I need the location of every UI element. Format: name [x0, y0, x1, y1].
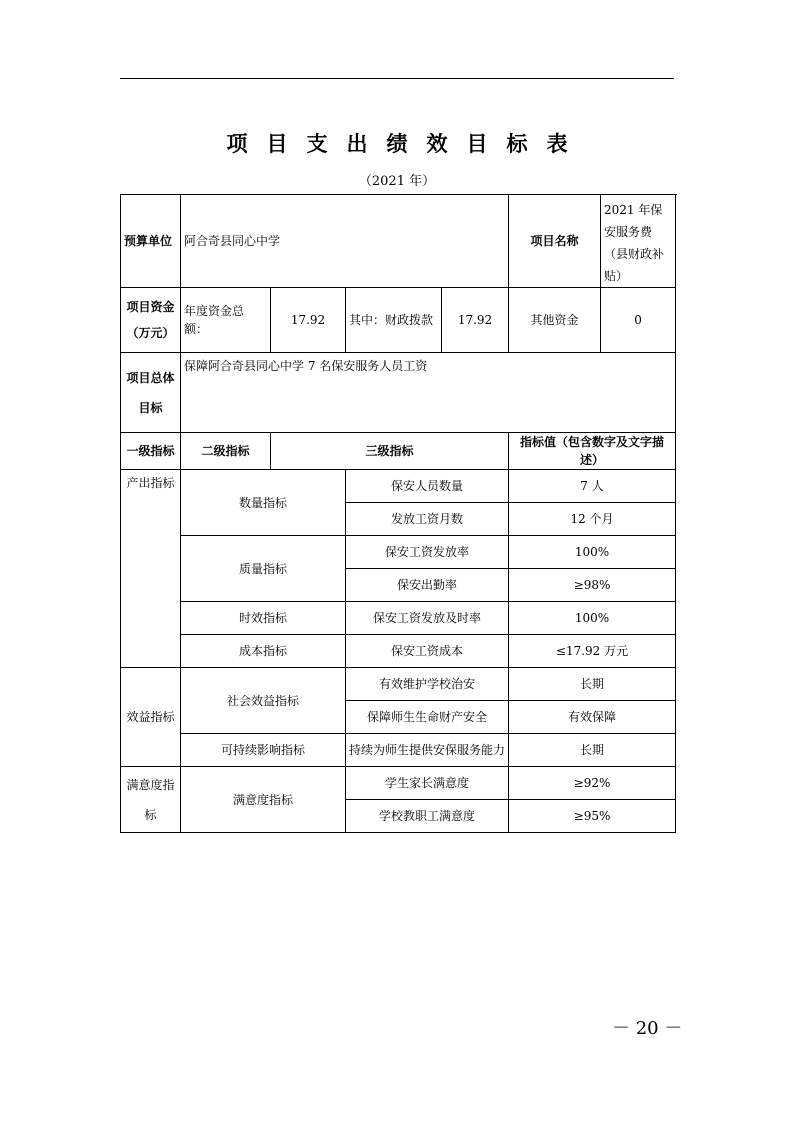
column-level3: 三级指标 [271, 433, 509, 470]
page-title: 项目支出绩效目标表 [226, 132, 587, 156]
indicator-value: 长期 [509, 668, 676, 701]
performance-table [120, 194, 676, 833]
budget-row [121, 195, 676, 288]
budget-unit-label: 预算单位 [121, 195, 181, 288]
indicator-value: 100% [509, 602, 676, 635]
satisfaction-label-line2: 标 [144, 807, 157, 822]
indicator-name: 保障师生生命财产安全 [346, 701, 509, 734]
indicator-value: ≤17.92 万元 [509, 635, 676, 668]
funds-label-line2: （万元） [126, 326, 175, 340]
other-funds-label: 其他资金 [509, 288, 601, 353]
goal-value: 保障阿合奇县同心中学 7 名保安服务人员工资 [181, 353, 676, 433]
funds-row [121, 288, 676, 353]
column-level2: 二级指标 [181, 433, 271, 470]
timeliness-label: 时效指标 [181, 602, 346, 635]
column-header-row [121, 433, 676, 470]
indicator-name: 保安工资成本 [346, 635, 509, 668]
year-subtitle: （2021 年） [358, 174, 436, 189]
goal-row [121, 353, 676, 433]
indicator-value: ≥92% [509, 767, 676, 800]
satisfaction-sub-label: 满意度指标 [181, 767, 346, 833]
sustainable-label: 可持续影响指标 [181, 734, 346, 767]
project-name-label: 项目名称 [509, 195, 601, 288]
project-name-value: 2021 年保安服务费（县财政补贴） [601, 195, 676, 288]
benefit-label: 效益指标 [121, 668, 181, 767]
indicator-value: 12 个月 [509, 503, 676, 536]
goal-label-line2: 目标 [138, 400, 163, 415]
indicator-name: 保安人员数量 [346, 470, 509, 503]
page-number: － 20 － [612, 1018, 683, 1039]
indicator-name: 持续为师生提供安保服务能力 [346, 734, 509, 767]
satisfaction-label [121, 767, 181, 833]
table-row [121, 668, 676, 701]
table-row [121, 470, 676, 503]
header-rule [120, 78, 674, 79]
funds-label-line1: 项目资金 [126, 300, 175, 314]
indicator-name: 保安工资发放及时率 [346, 602, 509, 635]
table-row [121, 734, 676, 767]
column-value: 指标值（包含数字及文字描述） [509, 433, 676, 470]
table-row [121, 635, 676, 668]
cost-label: 成本指标 [181, 635, 346, 668]
fiscal-funds-value: 17.92 [442, 288, 509, 353]
indicator-name: 保安工资发放率 [346, 536, 509, 569]
budget-unit-value: 阿合奇县同心中学 [181, 195, 509, 288]
table-row [121, 767, 676, 800]
other-funds-value: 0 [601, 288, 676, 353]
output-label: 产出指标 [121, 470, 181, 668]
indicator-name: 发放工资月数 [346, 503, 509, 536]
total-funds-value: 17.92 [271, 288, 346, 353]
indicator-value: 有效保障 [509, 701, 676, 734]
table-row [121, 602, 676, 635]
social-benefit-label: 社会效益指标 [181, 668, 346, 734]
indicator-value: 100% [509, 536, 676, 569]
funds-label [121, 288, 181, 353]
satisfaction-label-line1: 满意度指 [126, 777, 175, 792]
indicator-name: 有效维护学校治安 [346, 668, 509, 701]
fiscal-funds-label: 其中：财政拨款 [346, 288, 442, 353]
indicator-value: 7 人 [509, 470, 676, 503]
goal-label [121, 353, 181, 433]
quantity-label: 数量指标 [181, 470, 346, 536]
indicator-value: 长期 [509, 734, 676, 767]
indicator-name: 学校教职工满意度 [346, 800, 509, 833]
goal-label-line1: 项目总体 [126, 370, 175, 385]
quality-label: 质量指标 [181, 536, 346, 602]
indicator-name: 保安出勤率 [346, 569, 509, 602]
total-funds-label: 年度资金总额： [181, 288, 271, 353]
table-row [121, 536, 676, 569]
column-level1: 一级指标 [121, 433, 181, 470]
indicator-value: ≥95% [509, 800, 676, 833]
indicator-name: 学生家长满意度 [346, 767, 509, 800]
indicator-value: ≥98% [509, 569, 676, 602]
